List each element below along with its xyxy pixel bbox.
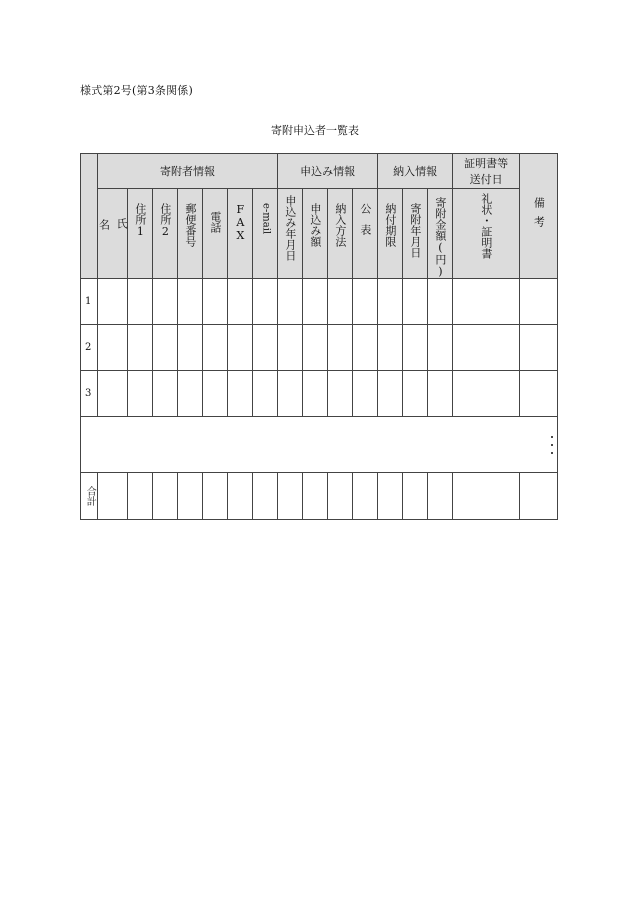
col-address1: 住所1 [128,189,153,279]
row-number: 1 [81,279,98,325]
donor-list-table [80,153,558,520]
table-row [81,279,558,325]
col-fax: FAX [228,189,253,279]
col-publish: 公 表 [353,189,378,279]
col-thanks-certificate: 礼状・証明書 [453,189,520,279]
certificate-sent-header: 証明書等 送付日 [453,154,520,189]
col-donation-date: 寄附年月日 [403,189,428,279]
col-payment-deadline: 納付期限 [378,189,403,279]
col-phone: 電話 [203,189,228,279]
total-row [81,473,558,520]
remarks-header: 備考 [520,154,558,279]
document-title: 寄附申込者一覧表 [271,124,359,137]
col-apply-amount: 申込み額 [303,189,328,279]
payment-info-header: 納入情報 [378,154,453,189]
col-address2: 住所2 [153,189,178,279]
vertical-ellipsis [551,436,553,454]
total-label: 合計 [81,473,98,520]
form-number: 様式第2号(第3条関係) [80,84,193,97]
col-apply-date: 申込み年月日 [278,189,303,279]
table-row [81,371,558,417]
ellipsis-cell [81,417,558,473]
col-payment-method: 納入方法 [328,189,353,279]
col-postal-code: 郵便番号 [178,189,203,279]
col-email: e-mail [253,189,278,279]
col-donation-amount: 寄附金額(円) [428,189,453,279]
col-name: 氏 名 [98,189,128,279]
row-number: 3 [81,371,98,417]
table-row [81,325,558,371]
corner-cell [81,154,98,279]
row-number: 2 [81,325,98,371]
ellipsis-row [81,417,558,473]
donor-info-header: 寄附者情報 [98,154,278,189]
application-info-header: 申込み情報 [278,154,378,189]
